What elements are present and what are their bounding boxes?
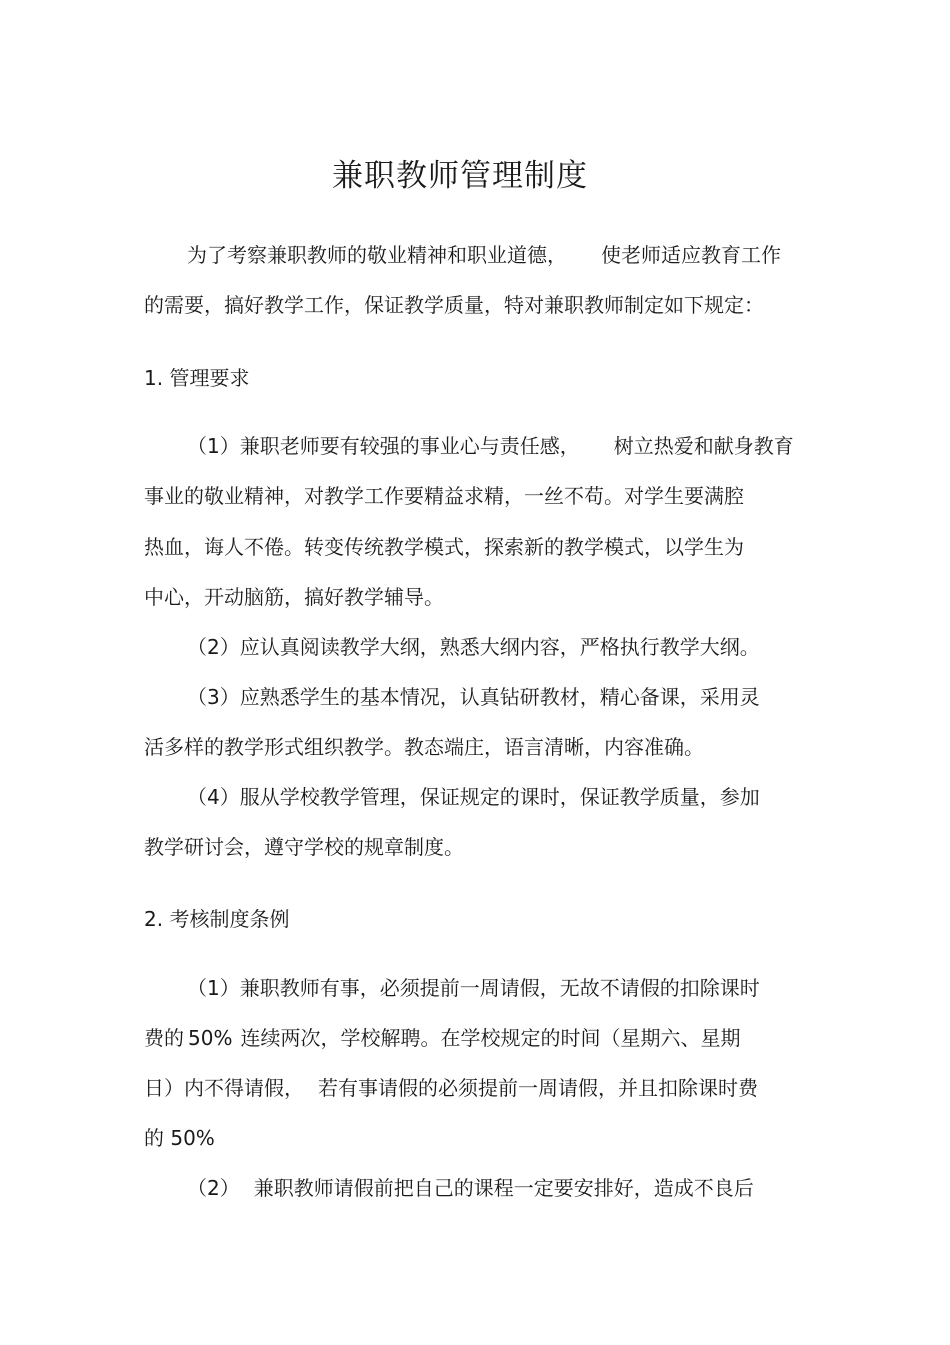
s2-item1-line-3 [144,1073,758,1103]
s1-item1-line-3: 热血，诲人不倦。转变传统教学模式，探索新的教学模式，以学生为 [144,535,744,559]
s2-item2-line-1-part-a: （2） [187,1176,240,1200]
s1-item1-line-1-part-b: 树立热爱和献身教育 [613,434,794,458]
s2-item1-line-2-part-c: 连续两次，学校解聘。在学校规定的时间（星期六、星期 [240,1026,741,1050]
s2-item1-line-4: 的 50% [144,1126,215,1150]
section-1-heading: 1. 管理要求 [144,366,250,390]
s1-item1-line-2: 事业的敬业精神，对教学工作要精益求精，一丝不苟。对学生要满腔 [144,484,744,508]
s1-item1-line-4: 中心，开动脑筋，搞好教学辅导。 [144,585,444,609]
s1-item4-line-1: （4）服从学校教学管理，保证规定的课时，保证教学质量，参加 [187,785,760,809]
document-title: 兼职教师管理制度 [332,158,588,194]
s2-item1-line-2 [144,1023,740,1053]
s1-item3-line-2: 活多样的教学形式组织教学。教态端庄，语言清晰，内容准确。 [144,735,704,759]
s2-item1-line-2-part-a: 费的 [144,1026,184,1050]
s2-item2-line-1 [187,1173,754,1203]
intro-line-1 [187,240,781,270]
s1-item1-line-1 [187,431,794,461]
s2-item1-line-3-part-a: 日）内不得请假， [144,1076,304,1100]
s2-item1-line-3-part-b: 若有事请假的必须提前一周请假，并且扣除课时费 [318,1076,758,1100]
intro-line-2: 的需要，搞好教学工作，保证教学质量，特对兼职教师制定如下规定： [144,293,764,317]
s2-item1-line-2-percent: 50% [188,1026,233,1050]
s1-item4-line-2: 教学研讨会，遵守学校的规章制度。 [144,835,464,859]
intro-line-1-part-a: 为了考察兼职教师的敬业精神和职业道德， [187,243,567,267]
s2-item2-line-1-part-b: 兼职教师请假前把自己的课程一定要安排好，造成不良后 [253,1176,754,1200]
s1-item3-line-1: （3）应熟悉学生的基本情况，认真钻研教材，精心备课，采用灵 [187,685,760,709]
s1-item1-line-1-part-a: （1）兼职老师要有较强的事业心与责任感， [187,434,580,458]
section-2-heading: 2. 考核制度条例 [144,907,290,931]
s1-item2-line-1: （2）应认真阅读教学大纲，熟悉大纲内容，严格执行教学大纲。 [187,635,760,659]
intro-line-1-part-b: 使老师适应教育工作 [601,243,781,267]
s2-item1-line-1: （1）兼职教师有事，必须提前一周请假，无故不请假的扣除课时 [187,976,760,1000]
